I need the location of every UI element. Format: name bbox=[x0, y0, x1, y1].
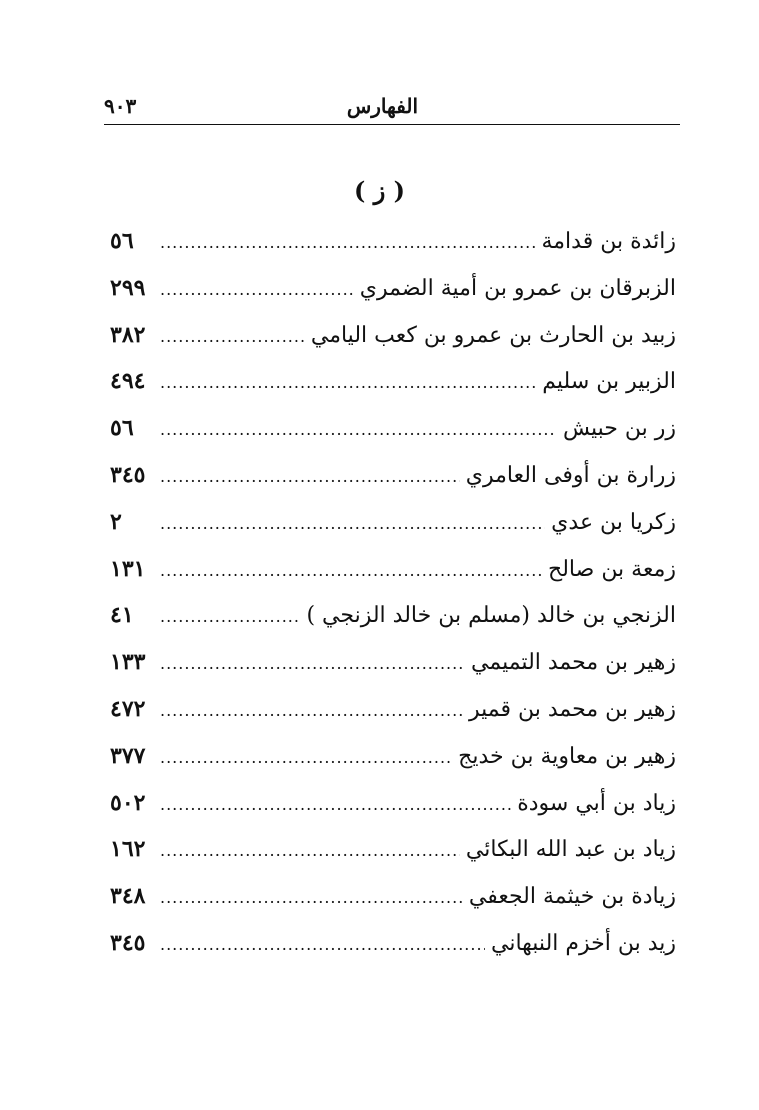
index-entry bbox=[110, 639, 676, 686]
entry-name: زرارة بن أوفى العامري bbox=[465, 462, 676, 488]
index-entry bbox=[110, 873, 676, 920]
leader-dots bbox=[160, 548, 542, 595]
entry-name: زكريا بن عدي bbox=[551, 509, 676, 535]
leader-dots bbox=[160, 454, 460, 501]
entry-page-number: ١٦٢ bbox=[110, 836, 146, 863]
leader-dots bbox=[160, 875, 463, 922]
page-header bbox=[104, 94, 680, 124]
leader-dots bbox=[160, 594, 300, 641]
leader-dots bbox=[160, 922, 485, 969]
entry-name: زر بن حبيش bbox=[562, 416, 676, 442]
entry-page-number: ٢ bbox=[110, 508, 122, 535]
header-title: الفهارس bbox=[346, 94, 418, 118]
entry-name: الزبير بن سليم bbox=[542, 369, 676, 395]
entry-page-number: ١٣٣ bbox=[110, 649, 146, 676]
leader-dots bbox=[160, 220, 535, 267]
leader-dots bbox=[160, 407, 557, 454]
leader-dots bbox=[160, 501, 545, 548]
entry-page-number: ٢٩٩ bbox=[110, 274, 146, 301]
entry-name: زياد بن عبد الله البكائي bbox=[465, 837, 676, 863]
entry-page-number: ٤١ bbox=[110, 602, 134, 629]
entry-name: زمعة بن صالح bbox=[548, 556, 676, 582]
leader-dots bbox=[160, 360, 536, 407]
entry-page-number: ٤٧٢ bbox=[110, 695, 146, 722]
entry-name: زهير بن محمد بن قمير bbox=[469, 696, 676, 722]
index-entry bbox=[110, 920, 676, 967]
entry-page-number: ١٣١ bbox=[110, 555, 146, 582]
section-heading: ( ز ) bbox=[353, 176, 405, 205]
entry-page-number: ٥٦ bbox=[110, 415, 134, 442]
index-entry bbox=[110, 592, 676, 639]
entry-page-number: ٤٩٤ bbox=[110, 368, 146, 395]
entry-name: زائدة بن قدامة bbox=[541, 229, 676, 254]
index-entry bbox=[110, 826, 676, 873]
header-rule bbox=[104, 124, 680, 125]
entry-page-number: ٣٤٥ bbox=[110, 461, 146, 488]
index-entry bbox=[110, 358, 676, 405]
leader-dots bbox=[160, 688, 463, 735]
leader-dots bbox=[160, 641, 465, 688]
index-entry bbox=[110, 499, 676, 546]
leader-dots bbox=[160, 828, 460, 875]
page-number: ٩٠٣ bbox=[104, 94, 137, 118]
leader-dots bbox=[160, 782, 511, 829]
index-entry bbox=[110, 218, 676, 265]
entry-page-number: ٥٠٢ bbox=[110, 789, 146, 816]
leader-dots bbox=[160, 267, 354, 314]
index-entry bbox=[110, 733, 676, 780]
entry-name: زياد بن أبي سودة bbox=[517, 790, 676, 816]
entry-page-number: ٣٧٧ bbox=[110, 742, 146, 769]
entry-name: زهير بن معاوية بن خديج bbox=[458, 743, 676, 769]
index-entry bbox=[110, 405, 676, 452]
index-entry bbox=[110, 452, 676, 499]
entry-name: زيادة بن خيثمة الجعفي bbox=[468, 884, 676, 910]
entry-page-number: ٥٦ bbox=[110, 228, 134, 254]
index-entry bbox=[110, 780, 676, 827]
index-entry bbox=[110, 265, 676, 312]
index-entry bbox=[110, 546, 676, 593]
entry-name: زبيد بن الحارث بن عمرو بن كعب اليامي bbox=[310, 322, 676, 348]
entry-name: الزبرقان بن عمرو بن أمية الضمري bbox=[359, 275, 676, 301]
entry-page-number: ٣٤٥ bbox=[110, 929, 146, 956]
entry-name: زيد بن أخزم النبهاني bbox=[490, 930, 676, 956]
entry-page-number: ٣٤٨ bbox=[110, 883, 146, 910]
index-entry bbox=[110, 312, 676, 359]
leader-dots bbox=[160, 735, 452, 782]
index-entry bbox=[110, 686, 676, 733]
leader-dots bbox=[160, 314, 305, 361]
entry-page-number: ٣٨٢ bbox=[110, 321, 146, 348]
entry-name: الزنجي بن خالد (مسلم بن خالد الزنجي ) bbox=[306, 603, 676, 629]
index-entries-list bbox=[110, 218, 676, 967]
entry-name: زهير بن محمد التميمي bbox=[471, 650, 676, 676]
